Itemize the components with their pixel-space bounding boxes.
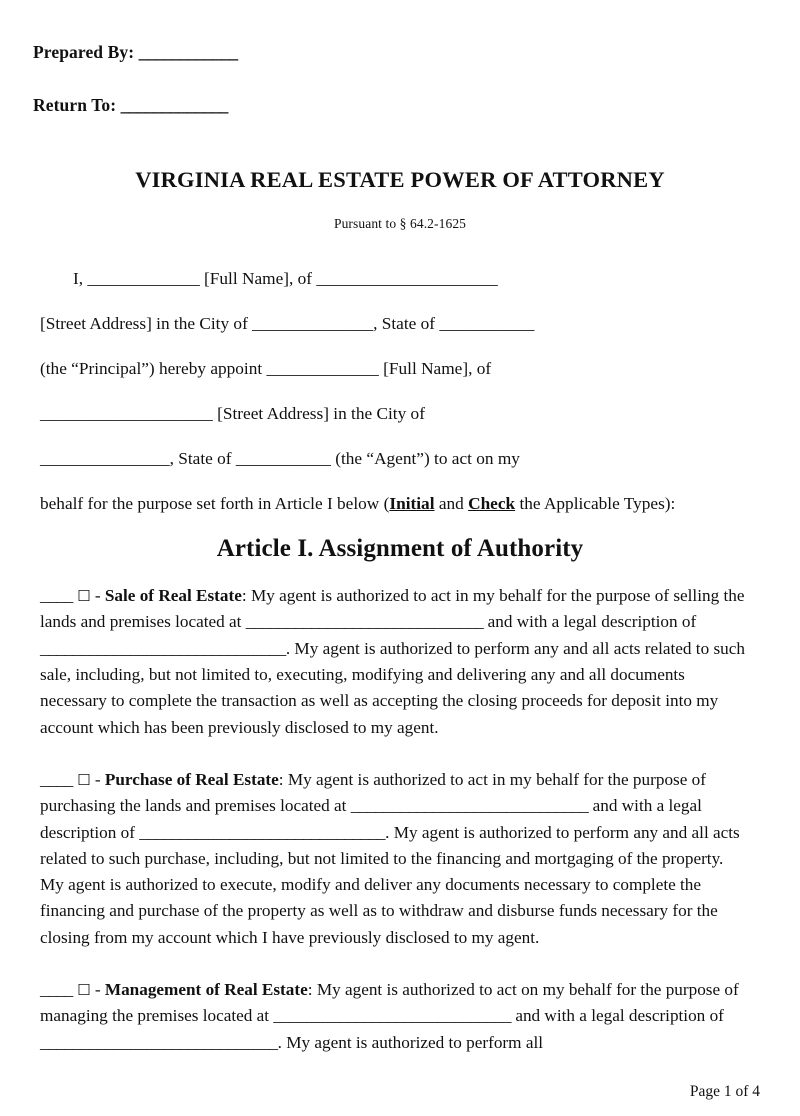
check-emphasis: Check <box>468 494 516 513</box>
clause-fill-2-sale[interactable]: ______________________________ <box>40 638 286 658</box>
checkbox-icon[interactable]: ☐ <box>77 587 91 606</box>
intro-line-6-post: the Applicable Types): <box>515 494 676 513</box>
clause-title-management: Management of Real Estate <box>104 980 308 1000</box>
initial-blank-sale[interactable]: ____ <box>40 586 73 606</box>
initial-emphasis: Initial <box>389 494 435 513</box>
intro-line-4: ____________________ [Street Address] in the City of <box>40 404 425 423</box>
clause-separator: - <box>90 586 105 606</box>
clause-body-3-management: . My agent is authorized to perform all <box>277 1032 543 1052</box>
checkbox-icon[interactable]: ☐ <box>77 981 91 1000</box>
clause-fill-1-purchase[interactable]: _____________________________ <box>350 796 589 816</box>
clause-body-2-management: and with a legal description of <box>511 1006 724 1026</box>
clause-body-3-sale: . My agent is authorized to perform any and all acts related to such sale, including, but not limited to, executing, modifying and delivering any and all documents necessary to complete the transaction as well as accepting the closing proceeds for deposit into my account which has been previously disclosed to my agent. <box>40 638 745 737</box>
clause-purchase-of-real-estate <box>40 767 747 951</box>
clause-body-1-management: My agent is authorized to act on my behalf for the purpose of managing the premises located at <box>40 980 739 1026</box>
clause-body-2-purchase: and with a legal description of <box>40 796 702 842</box>
clause-body-1-purchase: My agent is authorized to act in my behalf for the purpose of purchasing the lands and premises located at <box>40 769 706 816</box>
statute-citation: Pursuant to § 64.2-1625 <box>333 216 467 231</box>
intro-line-2: [Street Address] in the City of ______________, State of ___________ <box>40 314 535 333</box>
clause-title-purchase: Purchase of Real Estate <box>104 769 279 789</box>
intro-line-1: I, _____________ [Full Name], of _____________________ <box>73 269 498 288</box>
clause-colon: : <box>241 586 251 606</box>
clause-separator: - <box>90 769 105 789</box>
return-to-field <box>33 95 228 116</box>
checkbox-icon[interactable]: ☐ <box>77 770 91 789</box>
prepared-by-label: Prepared By: <box>33 42 139 62</box>
page-footer: Page 1 of 4 <box>689 1083 760 1100</box>
clause-fill-1-management[interactable]: _____________________________ <box>273 1006 512 1026</box>
intro-line-5: _______________, State of ___________ (the “Agent”) to act on my <box>40 449 520 468</box>
intro-line-6-pre: behalf for the purpose set forth in Article I below ( <box>40 494 390 513</box>
clause-colon: : <box>307 980 317 1000</box>
clause-colon: : <box>278 769 288 789</box>
clause-body-1-sale: My agent is authorized to act in my behalf for the purpose of selling the lands and premises located at <box>40 586 745 632</box>
intro-paragraph <box>40 256 760 526</box>
initial-blank-purchase[interactable]: ____ <box>40 769 73 789</box>
intro-line-6-mid: and <box>434 494 469 513</box>
intro-line-6 <box>40 481 760 526</box>
clause-body-2-sale: and with a legal description of <box>483 612 697 632</box>
clause-title-sale: Sale of Real Estate <box>104 586 242 606</box>
clause-management-of-real-estate <box>40 977 747 1056</box>
initial-blank-management[interactable]: ____ <box>40 980 73 1000</box>
clause-sale-of-real-estate <box>40 583 747 741</box>
return-to-blank[interactable]: _____________ <box>120 95 228 115</box>
page-title: VIRGINIA REAL ESTATE POWER OF ATTORNEY <box>135 167 665 193</box>
clause-list <box>40 566 747 1082</box>
clause-fill-1-sale[interactable]: _____________________________ <box>245 612 484 632</box>
article-i-heading: Article I. Assignment of Authority <box>216 534 584 562</box>
clause-fill-2-purchase[interactable]: ______________________________ <box>139 822 386 842</box>
return-to-label: Return To: <box>33 95 121 115</box>
prepared-by-blank[interactable]: ____________ <box>138 42 238 62</box>
prepared-by-field <box>33 42 238 63</box>
intro-line-3: (the “Principal”) hereby appoint _____________ [Full Name], of <box>40 359 492 378</box>
clause-fill-2-management[interactable]: _____________________________ <box>40 1032 278 1052</box>
clause-body-3-purchase: . My agent is authorized to perform any and all acts related to such purchase, including, but not limited to the financing and mortgaging of the property. My agent is authorized to execute, modify and deliver any documents necessary to complete the financing and purchase of the property as well as to withdraw and disburse funds necessary for the closing from my account which I have previously disclosed to my agent. <box>40 822 740 947</box>
clause-separator: - <box>90 980 105 1000</box>
